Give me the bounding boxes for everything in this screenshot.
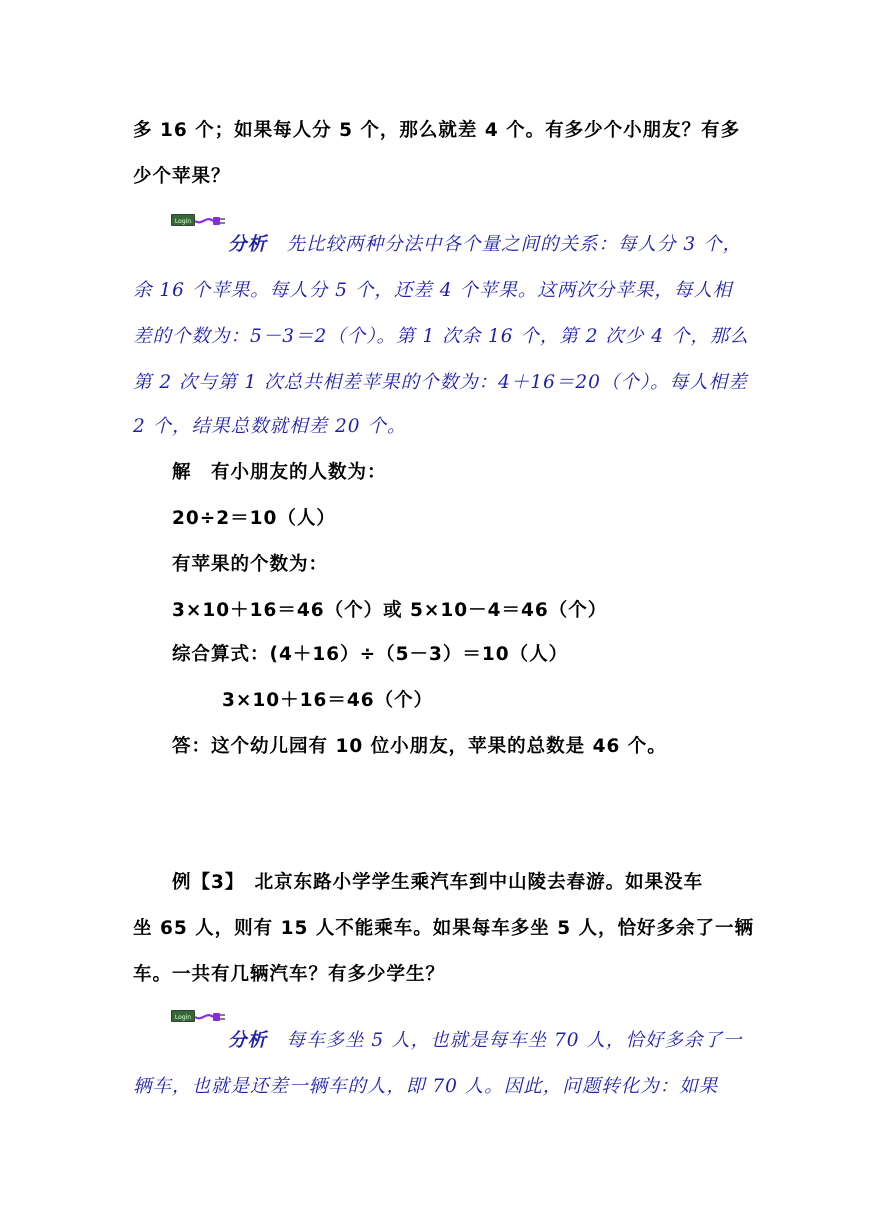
analysis-line: 辆车，也就是还差一辆车的人，即 70 人。因此，问题转化为：如果	[133, 1076, 719, 1097]
analysis-label: 分析	[228, 234, 268, 255]
solution-line: 综合算式：(4＋16）÷（5－3）＝10（人）	[172, 644, 569, 665]
question-line: 多 16 个；如果每人分 5 个，那么就差 4 个。有多少个小朋友？有多	[133, 120, 741, 141]
analysis-line: 分析 每车多坐 5 人，也就是每车坐 70 人，恰好多余了一	[228, 1030, 743, 1051]
solution-line: 3×10＋16＝46（个）	[222, 690, 434, 711]
answer-line: 答：这个幼儿园有 10 位小朋友，苹果的总数是 46 个。	[172, 736, 667, 757]
analysis-line: 差的个数为：5－3＝2（个）。第 1 次余 16 个，第 2 次少 4 个，那么	[133, 326, 749, 347]
svg-text:Login: Login	[174, 1014, 192, 1021]
analysis-line: 分析 先比较两种分法中各个量之间的关系：每人分 3 个，	[228, 234, 743, 255]
analysis-line: 2 个，结果总数就相差 20 个。	[133, 416, 407, 437]
solution-line: 解 有小朋友的人数为：	[172, 462, 387, 483]
login-plug-icon	[170, 1008, 230, 1026]
login-plug-icon	[170, 212, 230, 230]
question-line: 例【3】 北京东路小学学生乘汽车到中山陵去春游。如果没车	[172, 872, 704, 893]
question-line: 坐 65 人，则有 15 人不能乘车。如果每车多坐 5 人，恰好多余了一辆	[133, 918, 755, 939]
solution-line: 有苹果的个数为：	[172, 554, 329, 575]
solution-line: 20÷2＝10（人）	[172, 508, 336, 529]
question-line: 少个苹果？	[133, 166, 231, 187]
analysis-label: 分析	[228, 1030, 268, 1051]
analysis-line: 余 16 个苹果。每人分 5 个，还差 4 个苹果。这两次分苹果，每人相	[133, 280, 733, 301]
svg-text:Login: Login	[174, 218, 192, 225]
question-line: 车。一共有几辆汽车？有多少学生？	[133, 964, 446, 985]
analysis-line: 第 2 次与第 1 次总共相差苹果的个数为：4＋16＝20（个）。每人相差	[133, 372, 748, 393]
solution-line: 3×10＋16＝46（个）或 5×10－4＝46（个）	[172, 600, 608, 621]
